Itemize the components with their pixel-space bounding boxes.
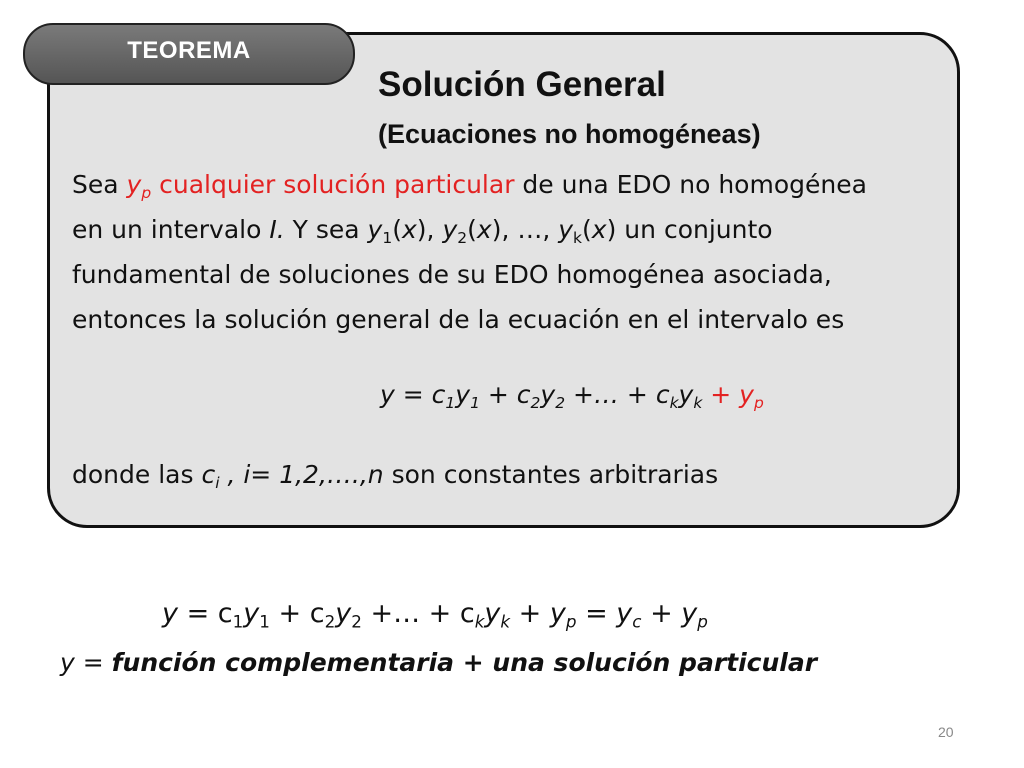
theorem-tab-label: TEOREMA — [127, 37, 251, 64]
highlighted-phrase: cualquier solución particular — [151, 170, 515, 199]
yp-term: + $y_p$ — [702, 380, 764, 412]
slide-subtitle: (Ecuaciones no homogéneas) — [378, 119, 761, 149]
paragraph-line-4: entonces la solución general de la ecuación en el intervalo es — [72, 305, 845, 334]
theorem-tab — [23, 23, 355, 85]
general-solution-formula: $y = c_1y_1 + c_2y_2$ +… + $c_ky_k + y_p$ — [380, 380, 764, 412]
yp-symbol: $y_p$ — [126, 170, 152, 202]
page-number: 20 — [938, 724, 954, 740]
text: de una EDO no homogénea — [514, 170, 867, 199]
slide-title: Solución General — [378, 65, 666, 104]
constants-note: donde las $c_i$ , i= 1,2,….,n son constantes arbitrarias — [72, 460, 719, 492]
paragraph-line-3: fundamental de soluciones de su EDO homogénea asociada, — [72, 260, 832, 289]
bottom-formula: $y = c_1y_1 + c_2y_2$ +… + $c_ky_k + y_p = y_c + y_p$ — [162, 598, 708, 632]
text: Sea — [72, 170, 127, 199]
theorem-paragraph — [72, 162, 952, 342]
paragraph-line-1 — [72, 162, 952, 207]
bottom-caption: y = función complementaria + una solución particular — [60, 648, 818, 677]
paragraph-line-2: en un intervalo I. Y sea $y_1(x)$, $y_2(x)$, …, $y_k(x)$ un conjunto — [72, 215, 773, 247]
